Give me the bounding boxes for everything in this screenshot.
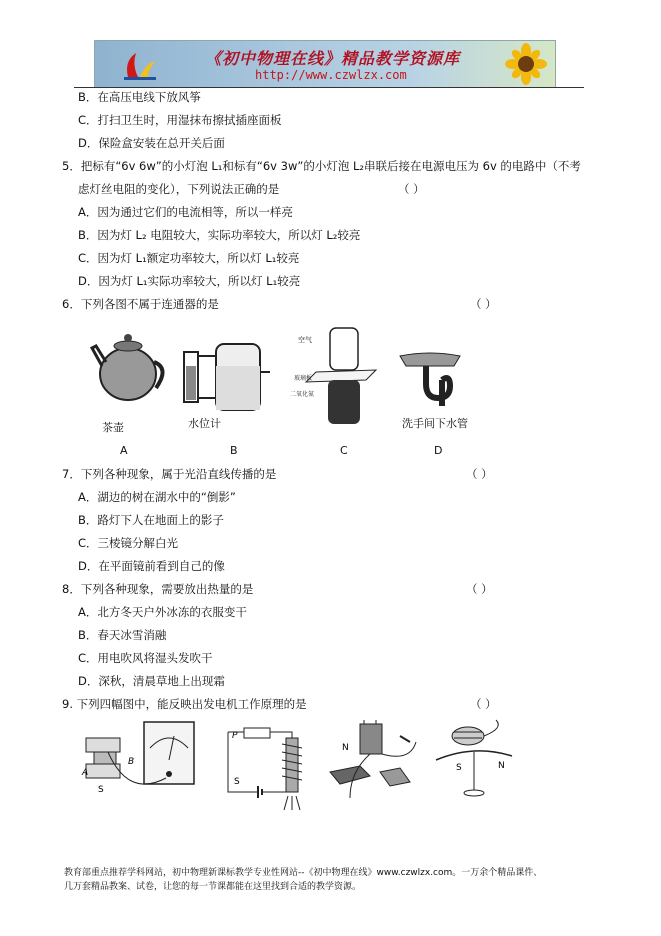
label-a: A [82, 768, 89, 778]
footer-line-1: 教育部重点推荐学科网站，初中物理新课标教学专业性网站--《初中物理在线》www.czwlzx.com。一万余个精品课件、 [64, 868, 543, 878]
header-divider [74, 87, 584, 88]
q5-stem-line2: 虑灯丝电阻的变化），下列说法正确的是 [78, 182, 280, 196]
header-banner [94, 40, 556, 88]
label-glass: 玻璃板 [294, 375, 313, 382]
q6-stem: 6．下列各图不属于连通器的是 [62, 297, 219, 311]
gas-diffusion-figure [290, 326, 396, 426]
q7-option-d: D．在平面镜前看到自己的像 [78, 559, 225, 573]
teapot-figure [90, 328, 170, 408]
q6-figure-letter-d: D [434, 444, 443, 457]
q4-option-d: D．保险盒安装在总开关后面 [78, 136, 225, 150]
label-b: B [128, 757, 135, 767]
q9-answer-blank: （ ） [470, 697, 497, 711]
q6-answer-blank: （ ） [470, 297, 497, 311]
site-logo-icon [120, 47, 160, 83]
q9-stem: 9. 下列四幅图中，能反映出发电机工作原理的是 [62, 697, 307, 711]
label-n-coil: N [498, 761, 505, 771]
teapot-caption: 茶壶 [102, 421, 124, 434]
q5-option-d: D．因为灯 L₁实际功率较大，所以灯 L₁较亮 [78, 274, 301, 288]
q8-option-b: B．春天冰雪消融 [78, 628, 167, 642]
galvanometer-figure [78, 718, 198, 808]
q4-option-b: B．在高压电线下放风筝 [78, 90, 201, 104]
label-p: P [232, 731, 238, 741]
label-s: S [98, 785, 104, 795]
q4-option-c: C．打扫卫生时，用湿抹布擦拭插座面板 [78, 113, 282, 127]
coil-magnet-figure [434, 716, 524, 798]
q8-option-a: A．北方冬天户外冰冻的衣服变干 [78, 605, 247, 619]
q8-answer-blank: （ ） [466, 582, 493, 596]
q6-figure-letter-c: C [340, 444, 348, 457]
label-air: 空气 [298, 336, 312, 344]
banner-title: 《初中物理在线》精品教学资源库 [205, 49, 461, 68]
water-gauge-caption: 水位计 [188, 417, 221, 430]
q6-figure-letter-a: A [120, 444, 128, 457]
label-s-coil: S [456, 763, 462, 773]
water-level-gauge-figure [176, 336, 276, 416]
drain-pipe-figure [396, 350, 466, 410]
q7-option-c: C．三棱镜分解白光 [78, 536, 179, 550]
label-n-motor: N [342, 743, 349, 753]
q8-option-c: C．用电吹风将湿头发吹干 [78, 651, 213, 665]
q6-figure-letter-b: B [230, 444, 238, 457]
q7-option-a: A．湖边的树在湖水中的“倒影” [78, 490, 236, 504]
drain-caption: 洗手间下水管 [402, 417, 468, 430]
banner-url: http://www.czwlzx.com [255, 68, 407, 82]
label-no2: 二氧化氮 [290, 391, 315, 398]
q5-stem-line1: 5．把标有“6v 6w”的小灯泡 L₁和标有“6v 3w”的小灯泡 L₂串联后接在电源电压为 6v 的电路中（不考 [62, 159, 581, 173]
q5-option-b: B．因为灯 L₂ 电阻较大，实际功率较大，所以灯 L₂较亮 [78, 228, 361, 242]
q7-option-b: B．路灯下人在地面上的影子 [78, 513, 224, 527]
q5-answer-blank: （ ） [398, 182, 425, 196]
footer-line-2: 几万套精品教案、试卷，让您的每一节课都能在这里找到合适的教学资源。 [64, 882, 362, 892]
label-switch-s: S [234, 777, 240, 787]
q7-answer-blank: （ ） [466, 467, 493, 481]
q5-option-a: A．因为通过它们的电流相等，所以一样亮 [78, 205, 293, 219]
q5-option-c: C．因为灯 L₁额定功率较大，所以灯 L₁较亮 [78, 251, 300, 265]
q8-stem: 8．下列各种现象，需要放出热量的是 [62, 582, 254, 596]
q8-option-d: D．深秋，清晨草地上出现霜 [78, 674, 225, 688]
q7-stem: 7．下列各种现象，属于光沿直线传播的是 [62, 467, 277, 481]
motor-apparatus-figure [320, 712, 430, 808]
sunflower-icon [501, 43, 551, 85]
electromagnet-figure [222, 720, 312, 812]
